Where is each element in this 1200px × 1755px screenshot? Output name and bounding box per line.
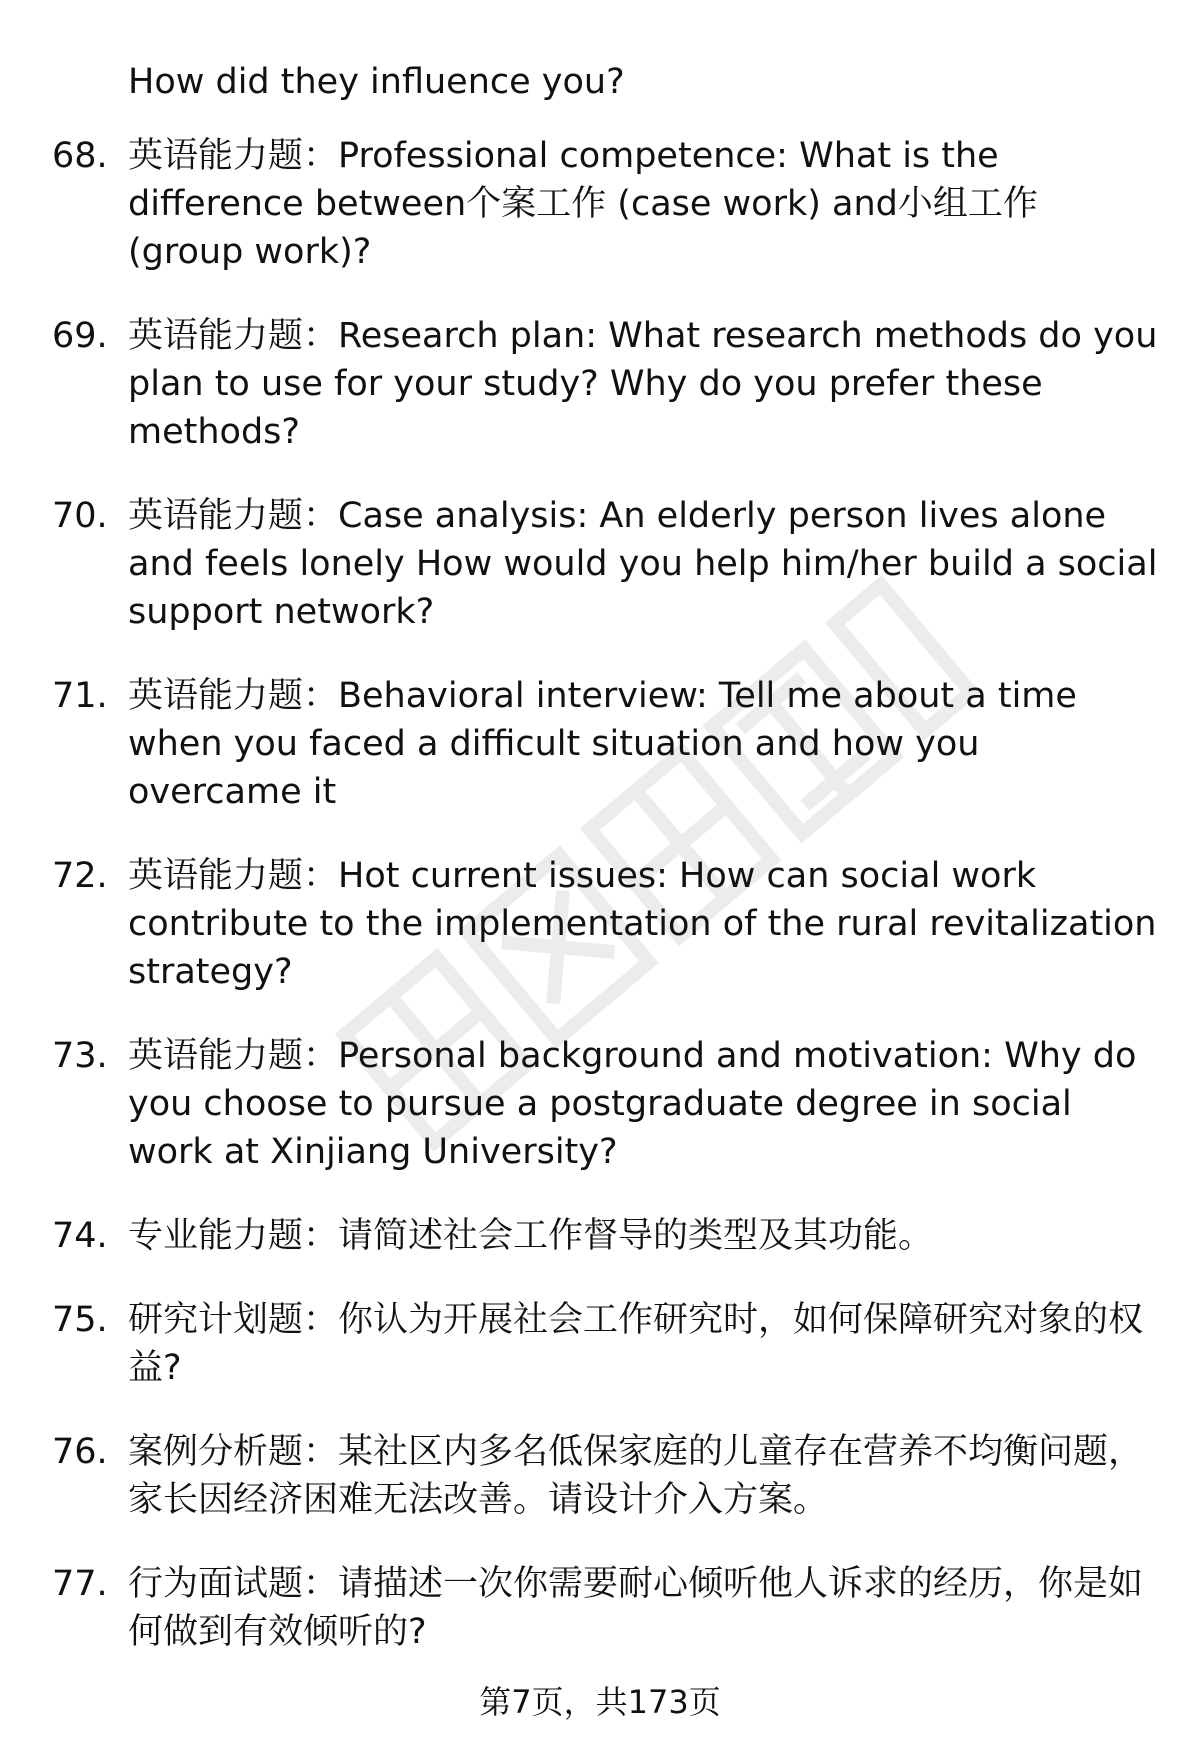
question-text: 英语能力题：Personal background and motivation: Why do you choose to pursue a postgraduate degree in social work at Xinjiang University?	[128, 1036, 1137, 1172]
question-item	[0, 1032, 1158, 1176]
question-item	[0, 1560, 1158, 1656]
question-text: 英语能力题：Professional competence: What is the difference between个案工作 (case work) and小组工作 (group work)?	[128, 136, 1038, 272]
question-number: 71.	[52, 676, 108, 716]
question-item	[0, 1428, 1158, 1524]
question-item	[0, 1212, 1158, 1260]
question-number: 69.	[52, 316, 108, 356]
question-text: 行为面试题：请描述一次你需要耐心倾听他人诉求的经历，你是如何做到有效倾听的?	[128, 1564, 1144, 1652]
question-number: 75.	[52, 1300, 108, 1340]
question-text: 英语能力题：Research plan: What research methods do you plan to use for your study? Why do you prefer these methods?	[128, 316, 1158, 452]
question-item	[0, 672, 1158, 816]
question-number: 72.	[52, 856, 108, 896]
continued-question-text: How did they influence you?	[128, 62, 625, 102]
question-item	[0, 852, 1158, 996]
question-item	[0, 132, 1158, 276]
page-footer: 第7页，共173页	[479, 1683, 721, 1721]
question-number: 70.	[52, 496, 108, 536]
question-text: 英语能力题：Behavioral interview: Tell me about a time when you faced a difficult situation and how you overcame it	[128, 676, 1077, 812]
question-item	[0, 312, 1158, 456]
question-number: 74.	[52, 1216, 108, 1256]
question-number: 76.	[52, 1432, 108, 1472]
question-text: 英语能力题：Hot current issues: How can social work contribute to the implementation of the rural revitalization strategy?	[128, 856, 1157, 992]
question-number: 68.	[52, 136, 108, 176]
question-number: 73.	[52, 1036, 108, 1076]
question-text: 专业能力题：请简述社会工作督导的类型及其功能。	[128, 1216, 934, 1256]
question-item	[0, 492, 1158, 636]
question-text: 英语能力题：Case analysis: An elderly person lives alone and feels lonely How would you help him/her build a social support network?	[128, 496, 1158, 632]
question-item	[0, 1296, 1158, 1392]
question-number: 77.	[52, 1564, 108, 1604]
question-text: 案例分析题：某社区内多名低保家庭的儿童存在营养不均衡问题，家长因经济困难无法改善。请设计介入方案。	[128, 1432, 1144, 1520]
question-list	[0, 132, 1200, 1692]
question-text: 研究计划题：你认为开展社会工作研究时，如何保障研究对象的权益?	[128, 1300, 1144, 1388]
